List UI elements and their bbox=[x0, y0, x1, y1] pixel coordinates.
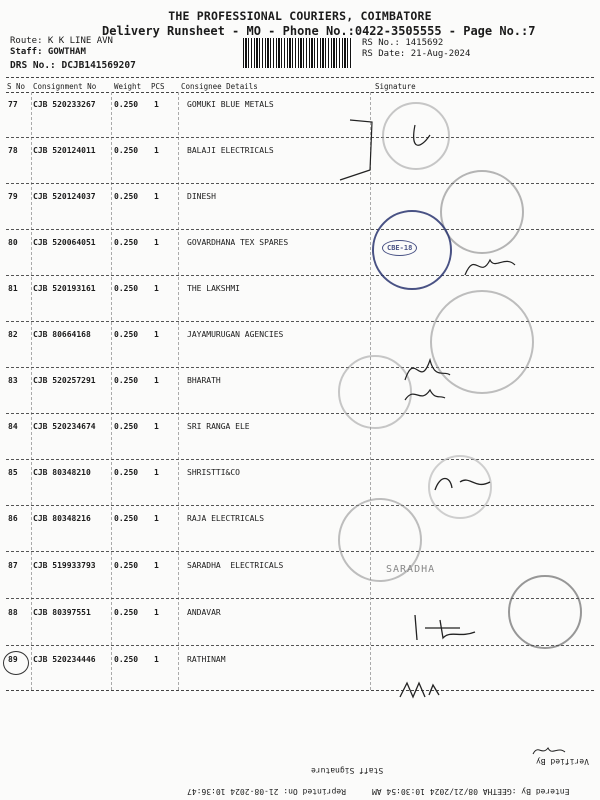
drs-number: DRS No.: DCJB141569207 bbox=[10, 60, 136, 71]
col-pcs: PCS bbox=[151, 82, 165, 91]
row-consignee: SARADHA ELECTRICALS bbox=[187, 561, 284, 570]
row-consignment: CJB 520257291 bbox=[33, 376, 96, 385]
row-pcs: 1 bbox=[154, 561, 159, 570]
row-consignment: CJB 520124011 bbox=[33, 146, 96, 155]
row-consignee: BALAJI ELECTRICALS bbox=[187, 146, 274, 155]
row-consignee: DINESH bbox=[187, 192, 216, 201]
row-consignment: CJB 520234446 bbox=[33, 655, 96, 664]
row-weight: 0.250 bbox=[114, 608, 139, 617]
row-divider bbox=[6, 598, 594, 599]
row-consignee: JAYAMURUGAN AGENCIES bbox=[187, 330, 284, 339]
row-pcs: 1 bbox=[154, 146, 159, 155]
table-row bbox=[0, 100, 600, 146]
col-consignment: Consignment No bbox=[33, 82, 97, 91]
row-divider bbox=[6, 551, 594, 552]
row-weight: 0.250 bbox=[114, 468, 139, 477]
row-pcs: 1 bbox=[154, 100, 159, 109]
rs-date: RS Date: 21-Aug-2024 bbox=[362, 49, 471, 59]
row-consignment: CJB 520193161 bbox=[33, 284, 96, 293]
entered-by: Entered By :GEETHA 08/21/2024 10:30:54 AM bbox=[372, 787, 570, 796]
company-title: THE PROFESSIONAL COURIERS, COIMBATORE bbox=[168, 9, 432, 23]
row-weight: 0.250 bbox=[114, 376, 139, 385]
barcode bbox=[243, 38, 353, 68]
row-divider bbox=[6, 505, 594, 506]
row-consignment: CJB 80664168 bbox=[33, 330, 91, 339]
row-divider bbox=[6, 137, 594, 138]
row-consignee: SRI RANGA ELE bbox=[187, 422, 250, 431]
seal-code: CBE-18 bbox=[382, 240, 417, 256]
row-sno: 79 bbox=[8, 192, 18, 201]
row-consignment: CJB 520124037 bbox=[33, 192, 96, 201]
row-consignment: CJB 80348210 bbox=[33, 468, 91, 477]
staff-label: Staff: GOWTHAM bbox=[10, 47, 86, 57]
row-pcs: 1 bbox=[154, 330, 159, 339]
row-weight: 0.250 bbox=[114, 192, 139, 201]
row-consignee: ANDAVAR bbox=[187, 608, 221, 617]
header-top-rule bbox=[6, 77, 594, 78]
row-consignee: THE LAKSHMI bbox=[187, 284, 240, 293]
row-consignee: RATHINAM bbox=[187, 655, 226, 664]
table-row bbox=[0, 422, 600, 468]
row-pcs: 1 bbox=[154, 655, 159, 664]
table-row bbox=[0, 655, 600, 701]
signature-77 bbox=[320, 110, 450, 190]
verified-by-label: Verified By bbox=[536, 757, 589, 766]
row-sno: 80 bbox=[8, 238, 18, 247]
row-consignment: CJB 80397551 bbox=[33, 608, 91, 617]
row-pcs: 1 bbox=[154, 468, 159, 477]
row-weight: 0.250 bbox=[114, 100, 139, 109]
row-consignee: RAJA ELECTRICALS bbox=[187, 514, 265, 523]
company-seal-stamp bbox=[372, 210, 452, 290]
row-sno: 83 bbox=[8, 376, 18, 385]
row-sno: 84 bbox=[8, 422, 18, 431]
row-pcs: 1 bbox=[154, 608, 159, 617]
staff-signature-label: Staff Signature bbox=[311, 766, 384, 775]
table-row bbox=[0, 468, 600, 514]
signature-89 bbox=[395, 675, 445, 705]
row-sno: 85 bbox=[8, 468, 18, 477]
row-weight: 0.250 bbox=[114, 146, 139, 155]
reprinted-on: Reprinted On: 21-08-2024 10:36:47 bbox=[187, 787, 346, 796]
row-consignee: BHARATH bbox=[187, 376, 221, 385]
row-divider bbox=[6, 413, 594, 414]
col-sno: S No bbox=[7, 82, 26, 91]
row-consignment: CJB 519933793 bbox=[33, 561, 96, 570]
signature-83 bbox=[400, 380, 450, 410]
row-consignee: GOVARDHANA TEX SPARES bbox=[187, 238, 289, 247]
row-sno: 82 bbox=[8, 330, 18, 339]
row-pcs: 1 bbox=[154, 376, 159, 385]
row-89-circle-mark bbox=[3, 651, 29, 675]
col-weight: Weight bbox=[114, 82, 142, 91]
col-signature: Signature bbox=[375, 82, 416, 91]
row-sno: 88 bbox=[8, 608, 18, 617]
row-consignment: CJB 80348216 bbox=[33, 514, 91, 523]
row-weight: 0.250 bbox=[114, 655, 139, 664]
row-weight: 0.250 bbox=[114, 422, 139, 431]
row-pcs: 1 bbox=[154, 192, 159, 201]
row-divider bbox=[6, 459, 594, 460]
row-pcs: 1 bbox=[154, 514, 159, 523]
row-weight: 0.250 bbox=[114, 514, 139, 523]
saradha-stamp-text: SARADHA bbox=[386, 564, 436, 575]
route-label: Route: K K LINE AVN bbox=[10, 36, 113, 46]
row-consignment: CJB 520233267 bbox=[33, 100, 96, 109]
signature-88 bbox=[405, 610, 485, 645]
row-pcs: 1 bbox=[154, 284, 159, 293]
row-consignee: GOMUKI BLUE METALS bbox=[187, 100, 274, 109]
row-weight: 0.250 bbox=[114, 561, 139, 570]
row-consignment: CJB 520064051 bbox=[33, 238, 96, 247]
row-consignee: SHRISTTI&CO bbox=[187, 468, 240, 477]
rs-number: RS No.: 1415692 bbox=[362, 38, 444, 48]
row-divider bbox=[6, 645, 594, 646]
row-weight: 0.250 bbox=[114, 284, 139, 293]
runsheet-title: Delivery Runsheet - MO - Phone No.:0422-3505555 - Page No.:7 bbox=[102, 24, 536, 38]
row-sno: 89 bbox=[8, 655, 18, 664]
row-sno: 77 bbox=[8, 100, 18, 109]
row-pcs: 1 bbox=[154, 422, 159, 431]
header-bottom-rule bbox=[6, 92, 594, 93]
row-pcs: 1 bbox=[154, 238, 159, 247]
row-weight: 0.250 bbox=[114, 238, 139, 247]
row-sno: 86 bbox=[8, 514, 18, 523]
signature-85 bbox=[430, 470, 500, 500]
row-sno: 78 bbox=[8, 146, 18, 155]
signature-80 bbox=[460, 245, 520, 285]
trading-company-stamp bbox=[508, 575, 582, 649]
faint-round-stamp bbox=[440, 170, 524, 254]
row-consignment: CJB 520234674 bbox=[33, 422, 96, 431]
row-weight: 0.250 bbox=[114, 330, 139, 339]
col-consignee: Consignee Details bbox=[181, 82, 258, 91]
row-sno: 87 bbox=[8, 561, 18, 570]
row-sno: 81 bbox=[8, 284, 18, 293]
table-bottom-rule bbox=[6, 690, 594, 691]
table-row bbox=[0, 514, 600, 560]
